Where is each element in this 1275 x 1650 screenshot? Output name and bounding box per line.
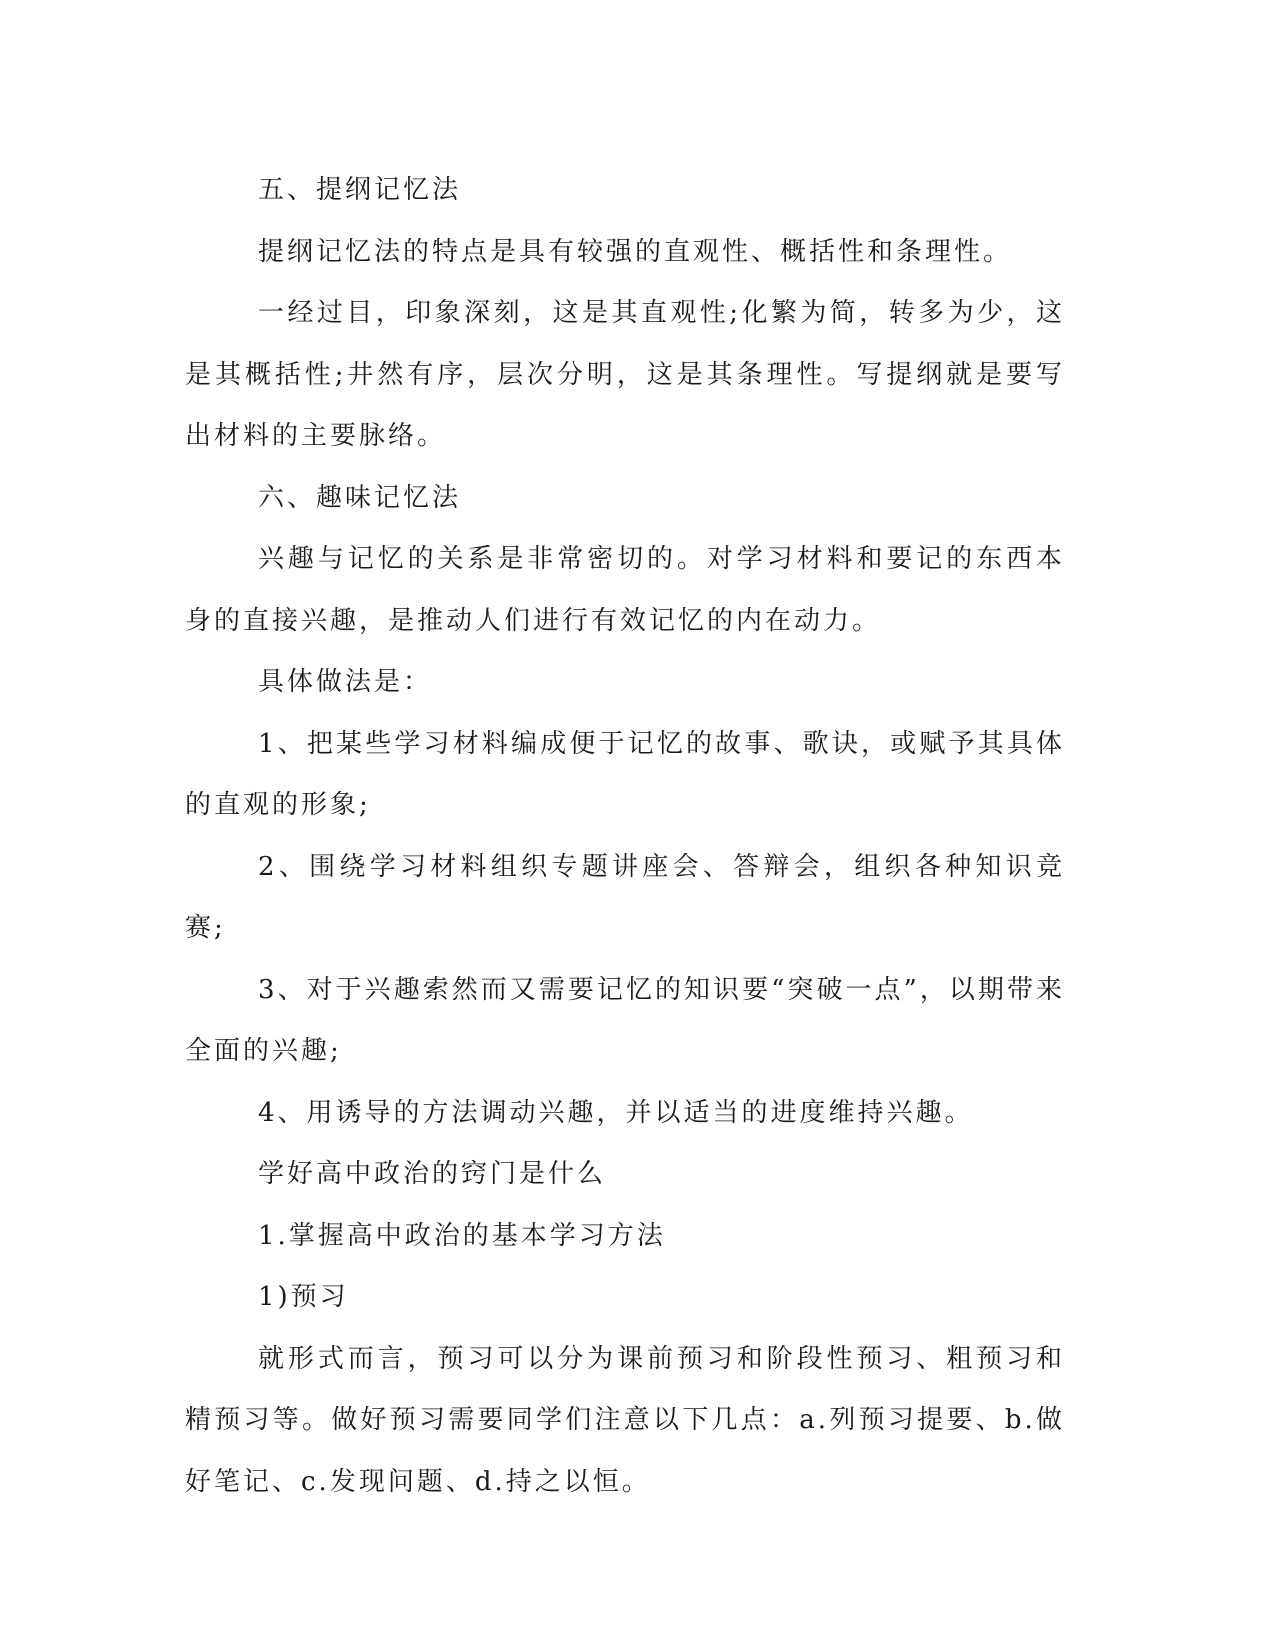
paragraph: 兴趣与记忆的关系是非常密切的。对学习材料和要记的东西本身的直接兴趣，是推动人们进行有效记忆的内在动力。 (185, 544, 1065, 636)
section-heading-interest-memory: 六、趣味记忆法 (258, 482, 462, 513)
document-body (185, 160, 1065, 1513)
paragraph: 具体做法是： (258, 667, 433, 697)
paragraph: 一经过目，印象深刻，这是其直观性;化繁为简，转多为少，这是其概括性;井然有序，层次分明，这是其条理性。写提纲就是要写出材料的主要脉络。 (185, 298, 1065, 451)
paragraph: 就形式而言，预习可以分为课前预习和阶段性预习、粗预习和精预习等。做好预习需要同学们注意以下几点：a.列预习提要、b.做好笔记、c.发现问题、d.持之以恒。 (185, 1343, 1065, 1497)
list-item: 2、围绕学习材料组织专题讲座会、答辩会，组织各种知识竞赛; (185, 851, 1065, 943)
section-heading-outline-memory: 五、提纲记忆法 (258, 175, 462, 205)
subheading: 1)预习 (258, 1282, 349, 1312)
section-heading-politics: 学好高中政治的窍门是什么 (258, 1159, 607, 1189)
subheading: 1.掌握高中政治的基本学习方法 (258, 1220, 666, 1251)
paragraph: 提纲记忆法的特点是具有较强的直观性、概括性和条理性。 (258, 236, 1013, 267)
list-item: 3、对于兴趣索然而又需要记忆的知识要“突破一点”，以期带来全面的兴趣; (185, 974, 1065, 1066)
list-item: 4、用诱导的方法调动兴趣，并以适当的进度维持兴趣。 (258, 1097, 974, 1128)
list-item: 1、把某些学习材料编成便于记忆的故事、歌诀，或赋予其具体的直观的形象; (185, 728, 1065, 820)
